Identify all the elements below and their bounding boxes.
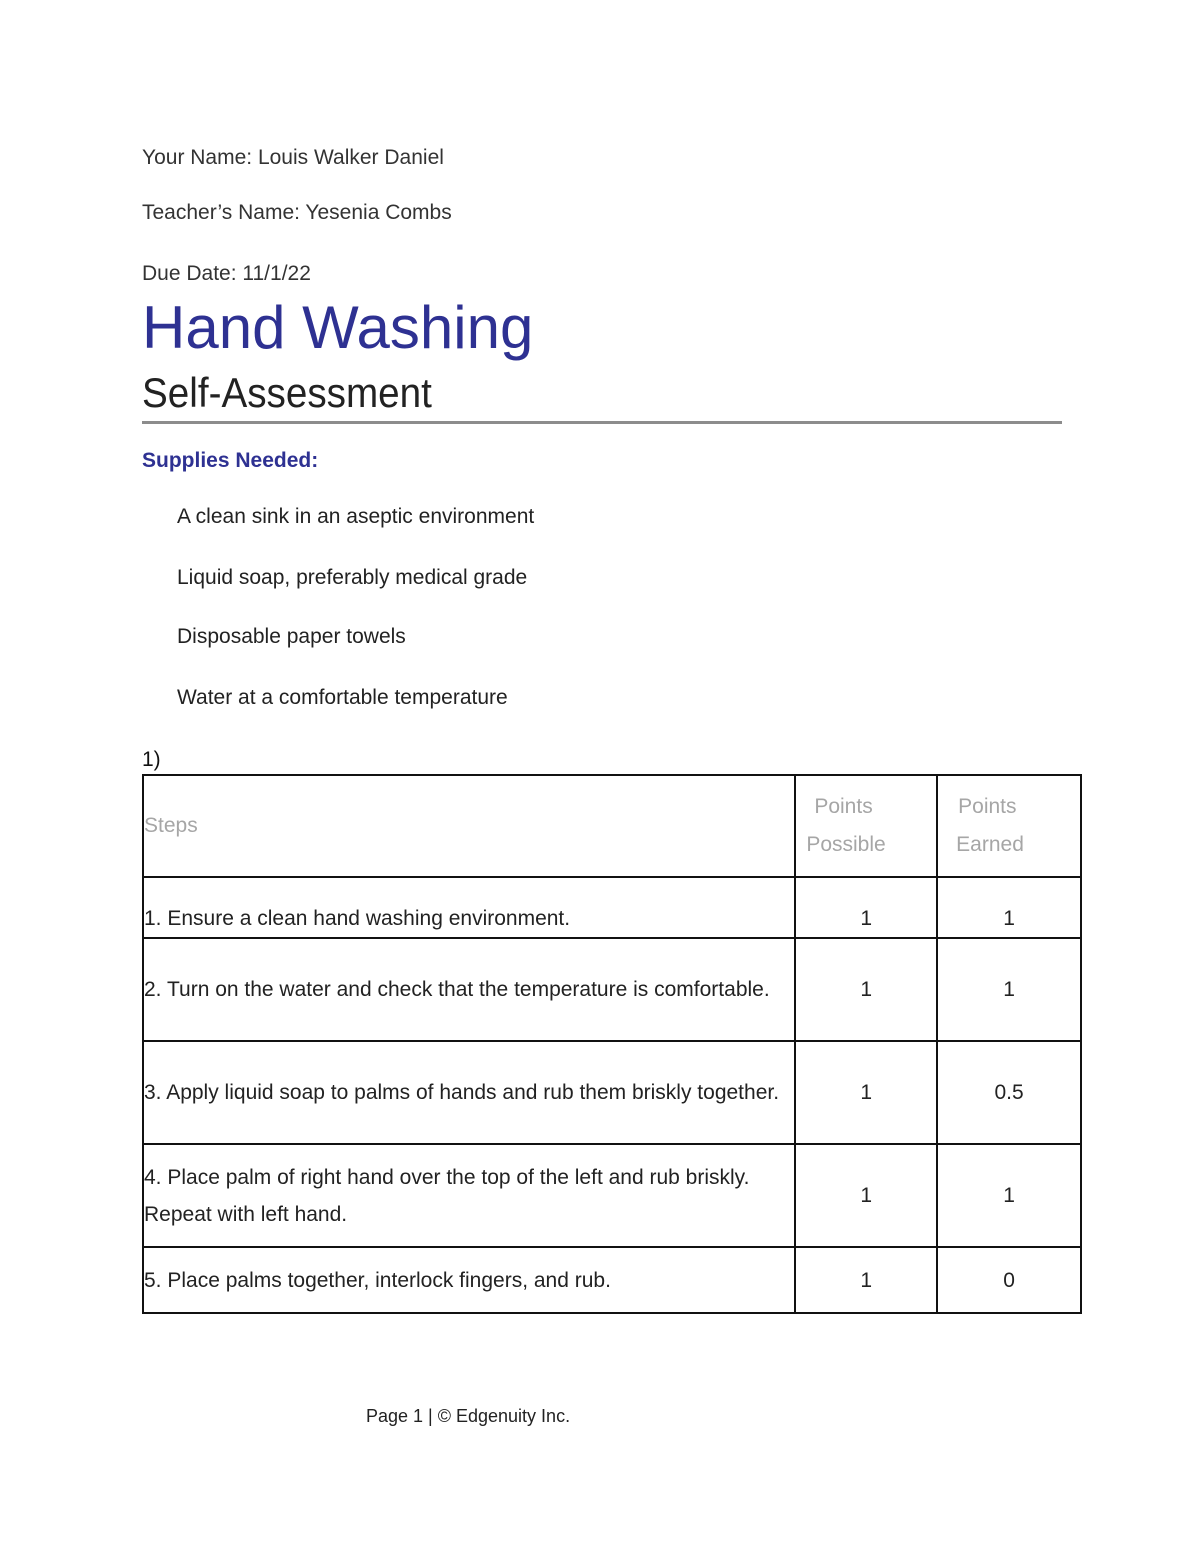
step-cell: 4. Place palm of right hand over the top of the left and rub briskly. Repeat with left hand. — [143, 1144, 795, 1247]
supply-item: Disposable paper towels — [177, 625, 406, 648]
supply-item: Liquid soap, preferably medical grade — [177, 566, 528, 589]
table-header-row — [143, 775, 1081, 877]
points-possible-cell: 1 — [795, 1041, 937, 1144]
points-possible-cell: 1 — [795, 1247, 937, 1313]
assessment-table — [142, 774, 1082, 1314]
table-row — [143, 1247, 1081, 1313]
points-earned-cell: 1 — [937, 938, 1081, 1041]
supply-item: A clean sink in an aseptic environment — [177, 505, 535, 528]
table-row — [143, 1041, 1081, 1144]
points-earned-cell: 1 — [937, 1144, 1081, 1247]
header-points-earned-line1: Points — [958, 795, 1017, 818]
points-possible-cell: 1 — [795, 938, 937, 1041]
step-cell: 3. Apply liquid soap to palms of hands and rub them briskly together. — [143, 1041, 795, 1144]
points-earned-cell: 1 — [937, 877, 1081, 938]
step-cell: 1. Ensure a clean hand washing environment. — [143, 877, 795, 938]
header-points-possible — [795, 775, 937, 877]
supplies-heading: Supplies Needed: — [142, 449, 319, 472]
table-row — [143, 1144, 1081, 1247]
page-subtitle: Self-Assessment — [142, 369, 432, 416]
due-date: Due Date: 11/1/22 — [142, 262, 311, 285]
header-points-earned-line2: Earned — [956, 833, 1024, 856]
page-title: Hand Washing — [142, 294, 534, 361]
step-cell: 2. Turn on the water and check that the temperature is comfortable. — [143, 938, 795, 1041]
page-footer: Page 1 | © Edgenuity Inc. — [366, 1406, 571, 1426]
table-row — [143, 877, 1081, 938]
header-steps: Steps — [143, 775, 795, 877]
question-number: 1) — [142, 748, 161, 771]
supply-item: Water at a comfortable temperature — [177, 686, 508, 709]
title-divider — [142, 421, 1062, 424]
header-points-possible-line2: Possible — [806, 833, 886, 856]
points-possible-cell: 1 — [795, 1144, 937, 1247]
points-earned-cell: 0 — [937, 1247, 1081, 1313]
points-earned-cell: 0.5 — [937, 1041, 1081, 1144]
step-cell: 5. Place palms together, interlock fingers, and rub. — [143, 1247, 795, 1313]
table-row — [143, 938, 1081, 1041]
teacher-name: Teacher’s Name: Yesenia Combs — [142, 201, 452, 224]
student-name: Your Name: Louis Walker Daniel — [142, 146, 444, 169]
header-points-earned — [937, 775, 1081, 877]
points-possible-cell: 1 — [795, 877, 937, 938]
header-points-possible-line1: Points — [814, 795, 873, 818]
